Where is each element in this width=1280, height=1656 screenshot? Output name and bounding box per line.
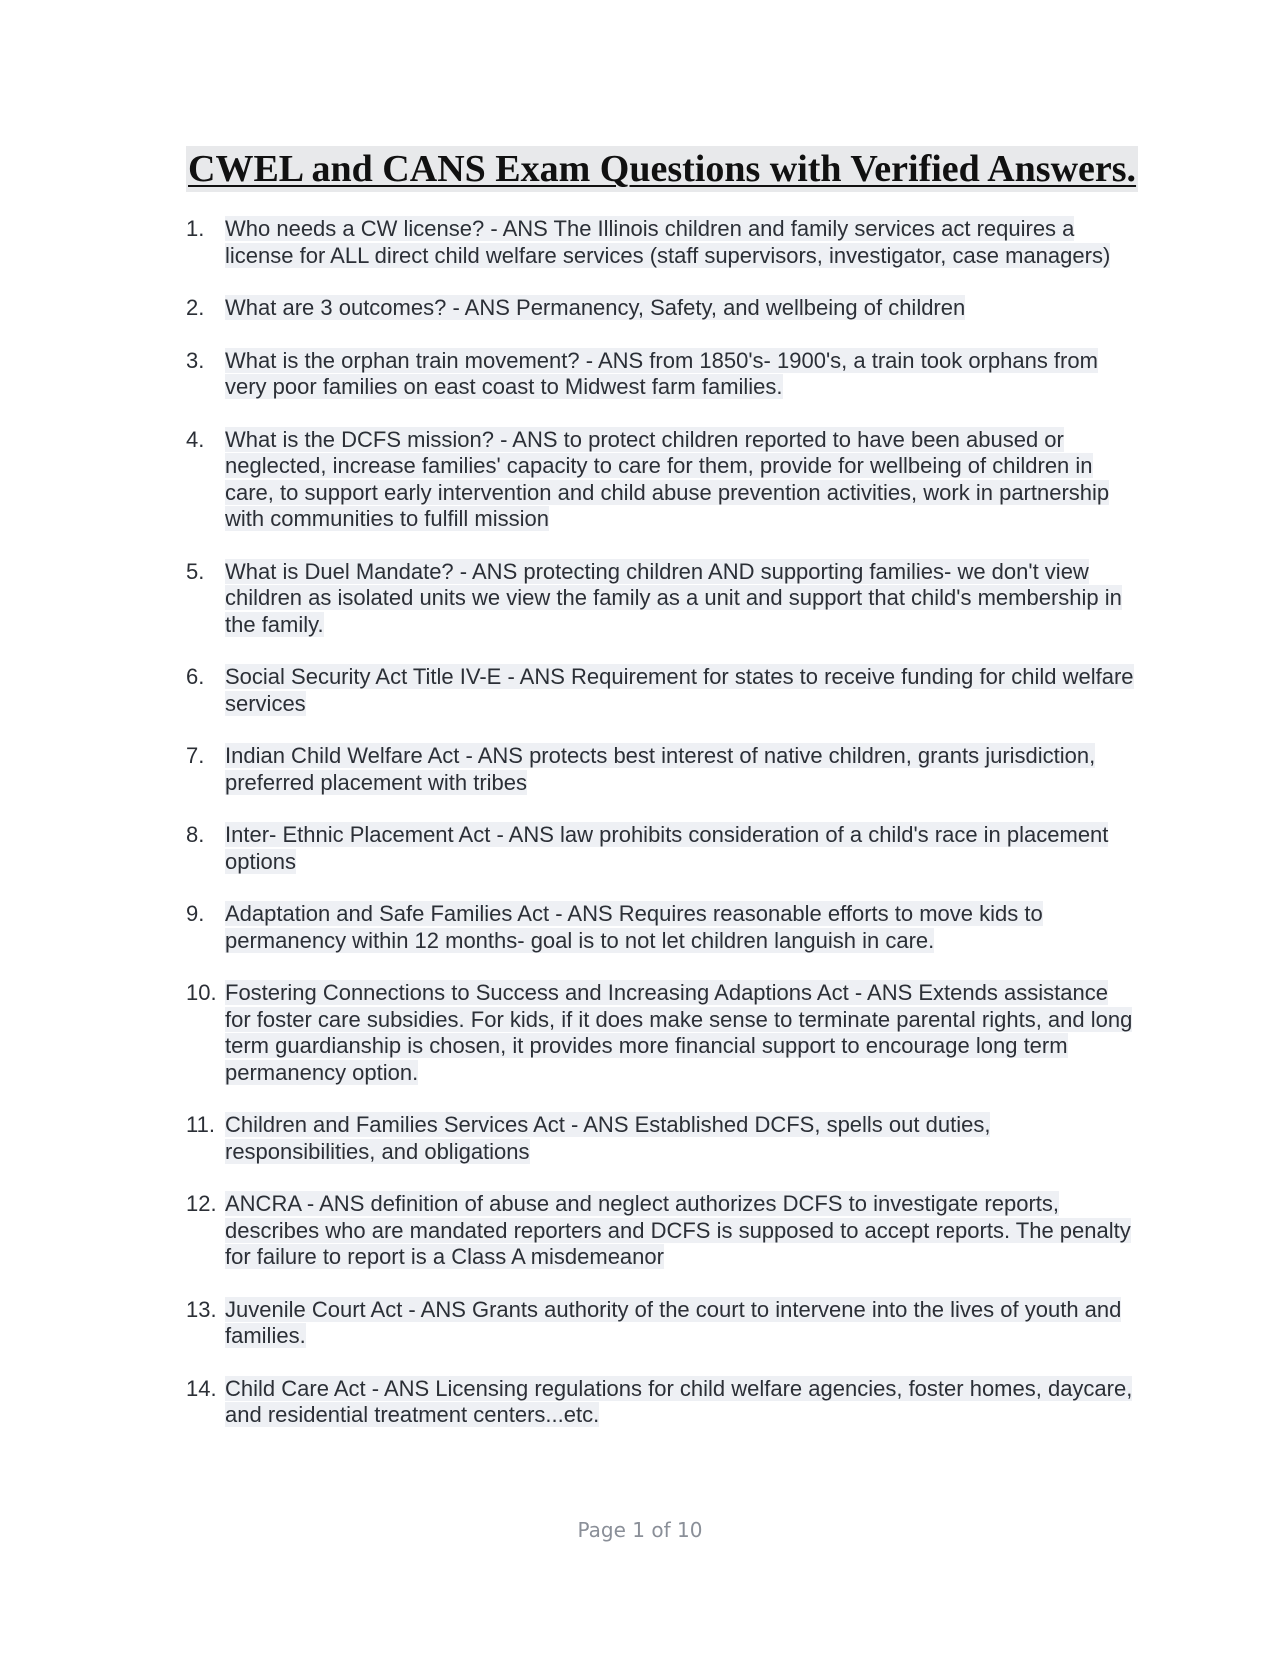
item-number: 10. <box>186 980 217 1005</box>
item-text-content: What are 3 outcomes? - ANS Permanency, Safety, and wellbeing of children <box>225 295 966 320</box>
item-text <box>225 295 1136 322</box>
document-title: CWEL and CANS Exam Questions with Verified Answers. <box>188 148 1137 190</box>
item-text-content: ANCRA - ANS definition of abuse and neglect authorizes DCFS to investigate reports, describes who are mandated reporters and DCFS is supposed to accept reports. The penalty for failure to report is a Class A misdemeanor <box>225 1191 1131 1269</box>
item-text-content: Who needs a CW license? - ANS The Illinois children and family services act requires a license for ALL direct child welfare services (staff supervisors, investigator, case managers) <box>225 216 1111 268</box>
item-number: 2. <box>186 295 205 320</box>
item-text-content: Fostering Connections to Success and Increasing Adaptions Act - ANS Extends assistance for foster care subsidies. For kids, if it does make sense to terminate parental rights, and long term guardianship is chosen, it provides more financial support to encourage long term permanency option. <box>225 980 1133 1085</box>
list-item <box>186 1297 1136 1350</box>
item-number: 5. <box>186 558 205 584</box>
item-number: 9. <box>186 901 205 926</box>
item-text <box>225 980 1136 1086</box>
list-item <box>186 822 1136 875</box>
item-number: 12. <box>186 1191 217 1216</box>
list-item <box>186 743 1136 796</box>
item-text-content: What is Duel Mandate? - ANS protecting children AND supporting families- we don't view children as isolated units we view the family as a unit and support that child's membership in the family. <box>225 558 1122 637</box>
item-text <box>225 664 1136 717</box>
item-text <box>225 427 1136 533</box>
item-number: 14. <box>186 1375 217 1401</box>
item-text-content: Inter- Ethnic Placement Act - ANS law prohibits consideration of a child's race in placement options <box>225 822 1109 874</box>
item-text-content: Social Security Act Title IV-E - ANS Requirement for states to receive funding for child welfare services <box>225 664 1134 716</box>
item-number: 13. <box>186 1296 217 1322</box>
item-number: 3. <box>186 347 205 373</box>
item-text-content: Juvenile Court Act - ANS Grants authority of the court to intervene into the lives of youth and families. <box>225 1296 1122 1348</box>
item-text <box>225 1191 1136 1271</box>
question-list <box>186 216 1136 1455</box>
list-item <box>186 664 1136 717</box>
item-text <box>225 1112 1136 1165</box>
list-item <box>186 1112 1136 1165</box>
item-text-content: Adaptation and Safe Families Act - ANS Requires reasonable efforts to move kids to permanency within 12 months- goal is to not let children languish in care. <box>225 901 1043 953</box>
list-item <box>186 980 1136 1086</box>
item-number: 8. <box>186 822 205 847</box>
item-text <box>225 1376 1136 1429</box>
item-text-content: Indian Child Welfare Act - ANS protects best interest of native children, grants jurisdiction, preferred placement with tribes <box>225 743 1096 795</box>
item-text <box>225 743 1136 796</box>
list-item <box>186 901 1136 954</box>
page-number-footer: Page 1 of 10 <box>577 1518 703 1542</box>
list-item <box>186 348 1136 401</box>
item-text-content: Child Care Act - ANS Licensing regulations for child welfare agencies, foster homes, daycare, and residential treatment centers...etc. <box>225 1375 1133 1427</box>
item-text <box>225 559 1136 639</box>
list-item <box>186 295 1136 322</box>
item-text-content: What is the DCFS mission? - ANS to protect children reported to have been abused or neglected, increase families' capacity to care for them, provide for wellbeing of children in care, to support early intervention and child abuse prevention activities, work in partnership with communities to fulfill mission <box>225 426 1110 531</box>
list-item <box>186 1376 1136 1429</box>
item-number: 7. <box>186 743 205 768</box>
item-text <box>225 822 1136 875</box>
item-number: 4. <box>186 426 205 452</box>
item-text <box>225 216 1136 269</box>
list-item <box>186 1191 1136 1271</box>
item-text <box>225 348 1136 401</box>
item-text-content: Children and Families Services Act - ANS Established DCFS, spells out duties, responsibilities, and obligations <box>225 1112 991 1164</box>
item-number: 6. <box>186 664 205 689</box>
list-item <box>186 427 1136 533</box>
item-number: 1. <box>186 216 205 241</box>
list-item <box>186 559 1136 639</box>
item-text <box>225 1297 1136 1350</box>
item-number: 11. <box>186 1112 215 1137</box>
item-text-content: What is the orphan train movement? - ANS from 1850's- 1900's, a train took orphans from very poor families on east coast to Midwest farm families. <box>225 347 1098 399</box>
item-text <box>225 901 1136 954</box>
list-item <box>186 216 1136 269</box>
